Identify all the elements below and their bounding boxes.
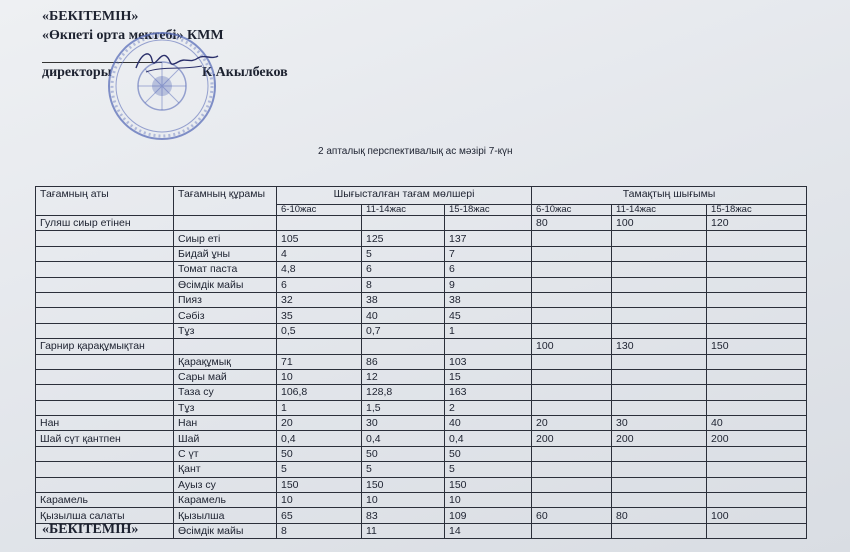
used-11-14-cell: 40 [362,308,445,323]
school-name: «Өкпеті орта мектебі» КММ [42,28,224,43]
dish-cell [36,354,174,369]
header-used-amount: Шығысталған тағам мөлшері [277,187,532,205]
dish-cell: Гарнир қарақұмықтан [36,339,174,354]
table-row [36,216,807,231]
used-15-18-cell: 137 [445,231,532,246]
output-6-10-cell: 100 [532,339,612,354]
dish-cell [36,385,174,400]
dish-cell [36,369,174,384]
director-name: К.Акылбеков [202,65,288,80]
table-row [36,400,807,415]
used-15-18-cell: 50 [445,446,532,461]
output-15-18-cell [707,262,807,277]
dish-cell [36,477,174,492]
output-11-14-cell [612,493,707,508]
used-11-14-cell: 5 [362,462,445,477]
output-15-18-cell [707,354,807,369]
header-age-used: 6-10жас [277,205,362,216]
dish-cell: Гуляш сиыр етінен [36,216,174,231]
used-11-14-cell: 1,5 [362,400,445,415]
menu-table [35,186,807,539]
output-11-14-cell [612,308,707,323]
dish-cell [36,262,174,277]
output-6-10-cell: 20 [532,416,612,431]
used-15-18-cell: 7 [445,246,532,261]
used-6-10-cell: 50 [277,446,362,461]
output-11-14-cell: 30 [612,416,707,431]
header-dish: Тағамның аты [36,187,174,216]
table-row [36,369,807,384]
output-15-18-cell [707,246,807,261]
output-6-10-cell: 80 [532,216,612,231]
dish-cell [36,246,174,261]
used-6-10-cell: 32 [277,292,362,307]
ingredient-cell: Нан [174,416,277,431]
output-11-14-cell [612,277,707,292]
used-11-14-cell: 125 [362,231,445,246]
used-11-14-cell: 11 [362,523,445,538]
table-row [36,354,807,369]
used-15-18-cell [445,339,532,354]
ingredient-cell: Өсімдік майы [174,277,277,292]
dish-cell [36,323,174,338]
director-label: директоры [42,65,112,80]
ingredient-cell: Қарақұмық [174,354,277,369]
table-row [36,292,807,307]
output-11-14-cell [612,262,707,277]
used-6-10-cell: 4,8 [277,262,362,277]
output-11-14-cell: 100 [612,216,707,231]
used-15-18-cell: 0,4 [445,431,532,446]
used-6-10-cell: 6 [277,277,362,292]
output-11-14-cell [612,292,707,307]
table-row [36,262,807,277]
output-15-18-cell [707,523,807,538]
used-15-18-cell: 5 [445,462,532,477]
used-15-18-cell: 1 [445,323,532,338]
used-6-10-cell: 35 [277,308,362,323]
dish-cell [36,400,174,415]
used-15-18-cell: 9 [445,277,532,292]
used-6-10-cell: 10 [277,493,362,508]
used-11-14-cell: 8 [362,277,445,292]
output-15-18-cell [707,277,807,292]
used-15-18-cell: 163 [445,385,532,400]
used-15-18-cell: 103 [445,354,532,369]
ingredient-cell: Қызылша [174,508,277,523]
approval-heading: «БЕКІТЕМІН» [42,9,139,24]
output-6-10-cell [532,477,612,492]
output-15-18-cell [707,446,807,461]
used-6-10-cell: 20 [277,416,362,431]
output-15-18-cell: 120 [707,216,807,231]
used-6-10-cell: 10 [277,369,362,384]
used-6-10-cell: 71 [277,354,362,369]
used-11-14-cell: 38 [362,292,445,307]
output-15-18-cell [707,400,807,415]
ingredient-cell: Сиыр еті [174,231,277,246]
used-6-10-cell: 105 [277,231,362,246]
dish-cell [36,231,174,246]
used-15-18-cell: 150 [445,477,532,492]
approval-heading-bottom: «БЕКІТЕМІН» [42,522,139,537]
header-age-output: 15-18жас [707,205,807,216]
table-row [36,277,807,292]
table-row [36,385,807,400]
used-15-18-cell: 14 [445,523,532,538]
output-11-14-cell [612,462,707,477]
used-6-10-cell: 1 [277,400,362,415]
output-15-18-cell [707,493,807,508]
ingredient-cell: Пияз [174,292,277,307]
table-row [36,308,807,323]
ingredient-cell: Өсімдік майы [174,523,277,538]
used-6-10-cell: 5 [277,462,362,477]
output-6-10-cell [532,400,612,415]
ingredient-cell: Бидай ұны [174,246,277,261]
used-15-18-cell: 15 [445,369,532,384]
used-11-14-cell [362,216,445,231]
output-11-14-cell [612,523,707,538]
used-15-18-cell: 40 [445,416,532,431]
used-15-18-cell: 10 [445,493,532,508]
output-15-18-cell: 100 [707,508,807,523]
signature-icon [132,46,222,76]
dish-cell [36,308,174,323]
output-6-10-cell [532,523,612,538]
output-11-14-cell [612,385,707,400]
used-6-10-cell: 106,8 [277,385,362,400]
output-11-14-cell [612,246,707,261]
used-11-14-cell: 50 [362,446,445,461]
table-row [36,477,807,492]
menu-caption: 2 апталық перспективалық ас мәзірі 7-күн [318,146,513,157]
output-6-10-cell [532,231,612,246]
output-6-10-cell [532,385,612,400]
dish-cell [36,277,174,292]
ingredient-cell [174,339,277,354]
output-15-18-cell [707,462,807,477]
dish-cell [36,446,174,461]
table-row [36,431,807,446]
output-6-10-cell [532,262,612,277]
ingredient-cell: Тұз [174,323,277,338]
used-15-18-cell: 45 [445,308,532,323]
table-row [36,246,807,261]
used-6-10-cell: 0,5 [277,323,362,338]
used-6-10-cell [277,216,362,231]
header-age-used: 11-14жас [362,205,445,216]
used-15-18-cell: 38 [445,292,532,307]
output-6-10-cell [532,308,612,323]
output-6-10-cell [532,323,612,338]
used-11-14-cell: 6 [362,262,445,277]
header-output: Тамақтың шығымы [532,187,807,205]
output-15-18-cell: 150 [707,339,807,354]
ingredient-cell: Шай [174,431,277,446]
dish-cell [36,292,174,307]
header-age-output: 11-14жас [612,205,707,216]
output-11-14-cell [612,323,707,338]
table-row [36,231,807,246]
table-row [36,523,807,538]
output-6-10-cell: 200 [532,431,612,446]
output-15-18-cell [707,292,807,307]
used-11-14-cell: 0,7 [362,323,445,338]
output-11-14-cell: 130 [612,339,707,354]
used-11-14-cell: 5 [362,246,445,261]
output-6-10-cell [532,462,612,477]
used-6-10-cell: 65 [277,508,362,523]
output-6-10-cell: 60 [532,508,612,523]
header-age-used: 15-18жас [445,205,532,216]
header-composition: Тағамның құрамы [174,187,277,216]
used-6-10-cell: 150 [277,477,362,492]
used-6-10-cell [277,339,362,354]
output-6-10-cell [532,277,612,292]
used-11-14-cell [362,339,445,354]
output-15-18-cell: 200 [707,431,807,446]
table-row [36,416,807,431]
used-6-10-cell: 4 [277,246,362,261]
used-11-14-cell: 86 [362,354,445,369]
output-15-18-cell [707,231,807,246]
table-row [36,493,807,508]
output-11-14-cell: 80 [612,508,707,523]
ingredient-cell: Қант [174,462,277,477]
used-11-14-cell: 83 [362,508,445,523]
table-row [36,339,807,354]
table-row [36,323,807,338]
ingredient-cell: Томат паста [174,262,277,277]
dish-cell: Карамель [36,493,174,508]
output-15-18-cell [707,323,807,338]
table-row [36,508,807,523]
used-11-14-cell: 128,8 [362,385,445,400]
used-11-14-cell: 12 [362,369,445,384]
used-15-18-cell: 109 [445,508,532,523]
table-row [36,462,807,477]
used-11-14-cell: 30 [362,416,445,431]
output-11-14-cell: 200 [612,431,707,446]
used-15-18-cell: 6 [445,262,532,277]
table-row [36,446,807,461]
output-11-14-cell [612,369,707,384]
output-15-18-cell [707,385,807,400]
output-6-10-cell [532,493,612,508]
ingredient-cell: Таза су [174,385,277,400]
ingredient-cell: Карамель [174,493,277,508]
output-11-14-cell [612,477,707,492]
output-11-14-cell [612,231,707,246]
output-6-10-cell [532,446,612,461]
output-6-10-cell [532,246,612,261]
output-15-18-cell [707,308,807,323]
ingredient-cell: Сары май [174,369,277,384]
output-6-10-cell [532,369,612,384]
used-15-18-cell [445,216,532,231]
ingredient-cell: С үт [174,446,277,461]
ingredient-cell: Ауыз су [174,477,277,492]
output-6-10-cell [532,354,612,369]
used-6-10-cell: 8 [277,523,362,538]
ingredient-cell: Сәбіз [174,308,277,323]
dish-cell: Шай сүт қантпен [36,431,174,446]
output-15-18-cell [707,369,807,384]
output-15-18-cell [707,477,807,492]
used-11-14-cell: 150 [362,477,445,492]
output-15-18-cell: 40 [707,416,807,431]
output-11-14-cell [612,446,707,461]
used-15-18-cell: 2 [445,400,532,415]
header-age-output: 6-10жас [532,205,612,216]
output-6-10-cell [532,292,612,307]
dish-cell: Нан [36,416,174,431]
dish-cell: Қызылша салаты [36,508,174,523]
ingredient-cell [174,216,277,231]
ingredient-cell: Тұз [174,400,277,415]
dish-cell [36,462,174,477]
used-11-14-cell: 10 [362,493,445,508]
used-11-14-cell: 0,4 [362,431,445,446]
used-6-10-cell: 0,4 [277,431,362,446]
output-11-14-cell [612,354,707,369]
output-11-14-cell [612,400,707,415]
